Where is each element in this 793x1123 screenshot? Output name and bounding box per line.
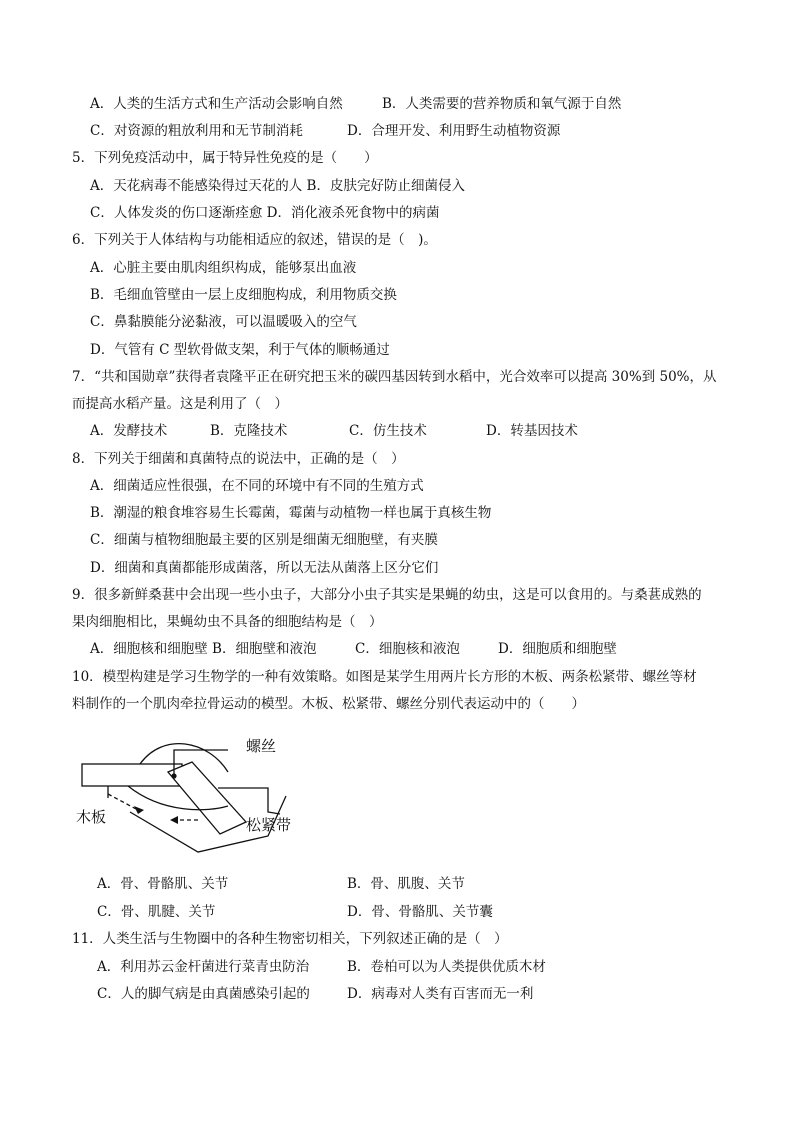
option-d[interactable]: D．转基因技术 — [486, 423, 578, 439]
option-line[interactable]: A．天花病毒不能感染得过天花的人 B．皮肤完好防止细菌侵入 — [90, 178, 465, 194]
option-b[interactable]: B．骨、肌腹、关节 — [347, 876, 465, 892]
lower-board — [168, 762, 246, 834]
dashed-arrow-1 — [108, 794, 138, 810]
option-a[interactable]: A．人类的生活方式和生产活动会影响自然 — [90, 96, 343, 112]
option-c[interactable]: C．骨、肌腱、关节 — [97, 904, 216, 920]
arrow-head-1 — [134, 806, 144, 814]
model-drawing — [68, 732, 358, 857]
screw-dot — [171, 773, 176, 778]
label-screw: 螺丝 — [246, 737, 277, 755]
option-d[interactable]: D．骨、骨骼肌、关节囊 — [347, 904, 493, 920]
option-a[interactable]: A．骨、骨骼肌、关节 — [97, 876, 229, 892]
option-b[interactable]: B．卷柏可以为人类提供优质木材 — [347, 959, 546, 975]
option-c[interactable]: C．仿生技术 — [349, 423, 427, 439]
option-c[interactable]: C．细胞核和液泡 — [355, 641, 460, 657]
arrow-head-2 — [170, 816, 178, 824]
label-elastic-band: 松紧带 — [246, 816, 292, 834]
option-d[interactable]: D．细胞质和细胞壁 — [498, 641, 617, 657]
label-board: 木板 — [76, 808, 107, 826]
option-c[interactable]: C．对资源的粗放利用和无节制消耗 — [90, 123, 303, 139]
option-a[interactable]: A．发酵技术 — [90, 423, 168, 439]
muscle-bone-model-diagram — [68, 732, 358, 857]
exam-page: A．人类的生活方式和生产活动会影响自然 B．人类需要的营养物质和氧气源于自然 C．对资源的粗放利用和无节制消耗 D．合理开发、利用野生动植物资源 5．下列免疫活动中，属于特异性免疫的是（ ） A．天花病毒不能感染得过天花的人 B．皮肤完好防止细菌侵入 C．人体发炎的伤口逐渐痊愈 D．消化液杀死食物中的病菌 6．下列关于人体结构与功能相适应的叙述，错误的是（ )。 A．心脏主要由肌肉组织构成，能够泵出血液 B．毛细血管壁由一层上皮细胞构成，利用物质交换 C．鼻黏膜能分泌黏液，可以温暖吸入的空气 D．气管有 C 型软骨做支架，利于气体的顺畅通过 7．“共和国勋章”获得者袁隆平正在研究把玉米的碳四基因转到水稻中，光合效率可以提高 30%到 50%，从 而提高水稻产量。这是利用了（ ） A．发酵技术 B．克隆技术 C．仿生技术 D．转基因技术 8．下列关于细菌和真菌特点的说法中，正确的是（ ） A．细菌适应性很强，在不同的环境中有不同的生殖方式 B．潮湿的粮食堆容易生长霉菌，霉菌与动植物一样也属于真核生物 C．细菌与植物细胞最主要的区别是细菌无细胞壁，有夹膜 D．细菌和真菌都能形成菌落，所以无法从菌落上区分它们 9．很多新鲜桑葚中会出现一些小虫子，大部分小虫子其实是果蝇的幼虫，这是可以食用的。与桑葚成熟的 果肉细胞相比，果蝇幼虫不具备的细胞结构是（ ） A．细胞核和细胞壁 B．细胞壁和液泡 C．细胞核和液泡 D．细胞质和细胞壁 10．模型构建是学习生物学的一种有效策略。如图是某学生用两片长方形的木板、两条松紧带、螺丝等材 料制作的一个肌肉牵拉骨运动的模型。木板、松紧带、螺丝分别代表运动中的（ ） 螺丝 木板 松紧带 A．骨、骨骼肌、关节 B．骨、肌腹、关节 C．骨、肌腱、关节 D．骨、骨骼肌、关节囊 11．人类生活与生物圈中的各种生物密切相关，下列叙述正确的是（ ） A．利用苏云金杆菌进行菜青虫防治 B．卷柏可以为人类提供优质木材 C．人的脚气病是由真菌感染引起的 D．病毒对人类有百害而无一利 — [0, 0, 793, 1123]
option-line[interactable]: C．人体发炎的伤口逐渐痊愈 D．消化液杀死食物中的病菌 — [90, 205, 440, 221]
option-ab[interactable]: A．细胞核和细胞壁 B．细胞壁和液泡 — [90, 641, 317, 657]
option-b[interactable]: B．人类需要的营养物质和氧气源于自然 — [382, 96, 622, 112]
option-d[interactable]: D．合理开发、利用野生动植物资源 — [347, 123, 561, 139]
option-b[interactable]: B．克隆技术 — [210, 423, 288, 439]
option-d[interactable]: D．病毒对人类有百害而无一利 — [347, 986, 534, 1002]
option-c[interactable]: C．人的脚气病是由真菌感染引起的 — [97, 986, 310, 1002]
upper-board — [82, 764, 182, 786]
option-a[interactable]: A．利用苏云金杆菌进行菜青虫防治 — [97, 959, 310, 975]
